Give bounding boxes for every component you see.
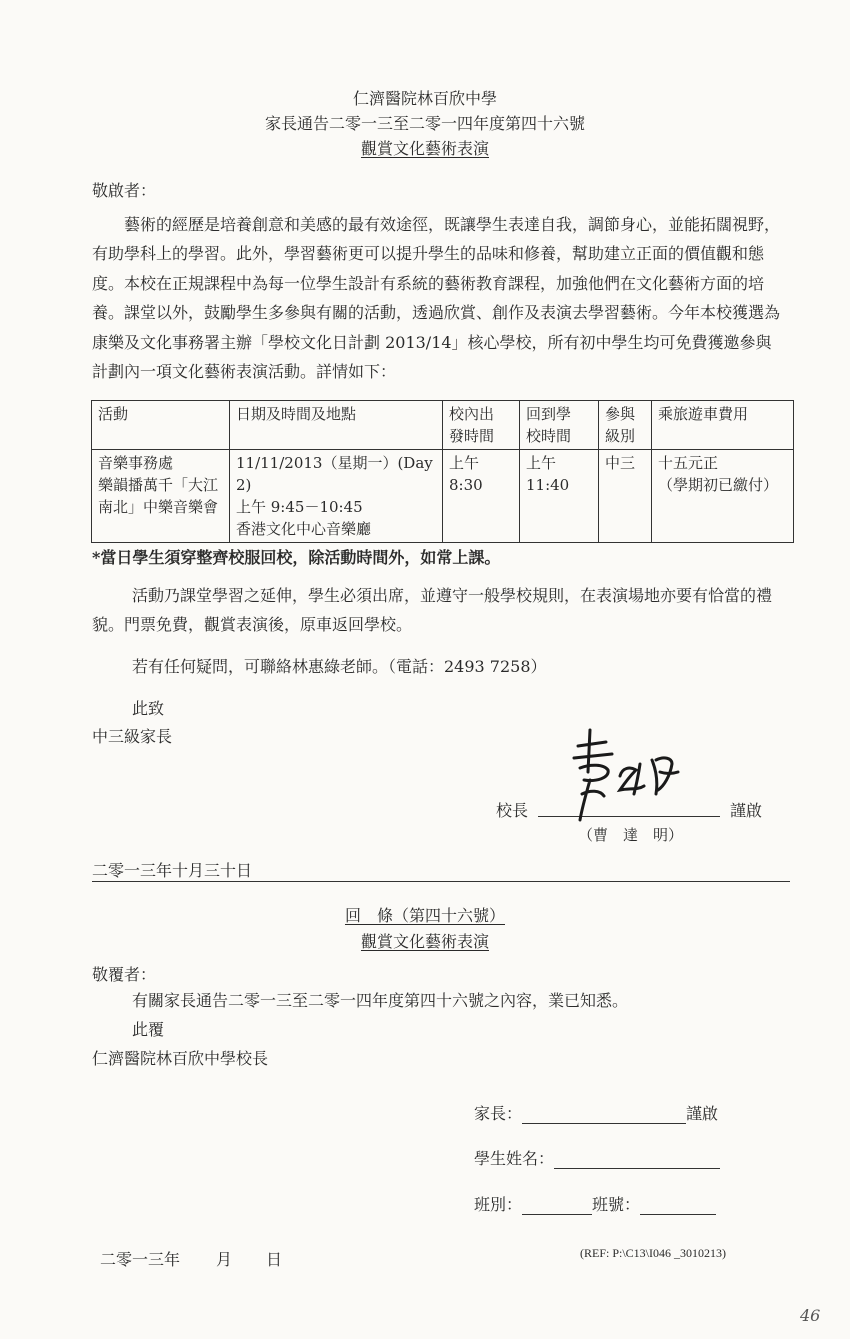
reply-salutation: 敬覆者： <box>92 965 157 984</box>
activity-line2: 樂韻播萬千「大江 <box>98 476 219 494</box>
reply-title: 回 條（第四十六號） <box>344 906 505 925</box>
parent-suffix: 謹啟 <box>686 1104 719 1123</box>
reply-subtitle-wrap <box>0 929 850 952</box>
school-name: 仁濟醫院林百欣中學 <box>352 89 497 108</box>
notice-title-wrap <box>0 136 850 159</box>
parent-field <box>474 1101 718 1124</box>
fee-line1: 十五元正 <box>658 454 719 472</box>
student-label: 學生姓名： <box>474 1149 555 1168</box>
cell-depart: 上午 8:30 <box>443 450 520 543</box>
datetime-line2: 上午 9:45－10:45 <box>236 498 363 516</box>
header-fee: 乘旅遊車費用 <box>652 401 794 450</box>
closing: 此致 <box>132 699 165 718</box>
parent-label: 家長： <box>474 1104 523 1123</box>
principal-suffix: 謹啟 <box>730 801 763 820</box>
rules-paragraph: 活動乃課堂學習之延伸，學生必須出席，並遵守一般學校規則，在表演場地亦要有恰當的禮貌。門票免費，觀賞表演後，原車返回學校。 <box>92 586 773 635</box>
reply-closing: 此覆 <box>132 1020 165 1039</box>
class-field <box>474 1192 716 1215</box>
header-return <box>520 401 599 450</box>
reply-subtitle: 觀賞文化藝術表演 <box>360 932 489 951</box>
class-label: 班別： <box>474 1195 523 1214</box>
header-return-line1: 回到學 <box>526 405 572 423</box>
cell-fee <box>652 450 794 543</box>
uniform-note: *當日學生須穿整齊校服回校，除活動時間外，如常上課。 <box>92 548 501 567</box>
student-name-input[interactable] <box>554 1150 720 1169</box>
fee-line2: （學期初已繳付） <box>658 476 779 494</box>
recipient: 中三級家長 <box>92 727 173 746</box>
parent-signature-input[interactable] <box>522 1105 686 1124</box>
class-number-input[interactable] <box>640 1196 716 1215</box>
cell-datetime <box>230 450 443 543</box>
notice-title: 觀賞文化藝術表演 <box>360 139 489 158</box>
reference-code: (REF: P:\C13\I046 _3010213) <box>580 1246 727 1260</box>
table-row <box>92 450 794 543</box>
reply-date-month: 月 <box>216 1250 233 1269</box>
reply-date-year: 二零一三年 <box>100 1250 181 1269</box>
tear-off-divider <box>92 881 790 882</box>
student-field <box>474 1146 720 1169</box>
cell-level: 中三 <box>599 450 652 543</box>
header-depart-line1: 校內出 <box>449 405 495 423</box>
activity-line1: 音樂事務處 <box>98 454 174 472</box>
datetime-line1: 11/11/2013（星期一）(Day 2) <box>236 454 433 494</box>
notice-number: 家長通告二零一三至二零一四年度第四十六號 <box>264 114 585 133</box>
header-return-line2: 校時間 <box>526 427 572 445</box>
header-datetime: 日期及時間及地點 <box>230 401 443 450</box>
header-level-line2: 級別 <box>605 427 636 445</box>
datetime-line3: 香港文化中心音樂廳 <box>236 520 372 538</box>
header-level <box>599 401 652 450</box>
cell-activity <box>92 450 230 543</box>
intro-paragraph: 藝術的經歷是培養創意和美感的最有效途徑，既讓學生表達自我，調節身心，並能拓闊視野，有助學科上的學習。此外，學習藝術更可以提升學生的品味和修養，幫助建立正面的價值觀和態度。本校在正規課程中為每一位學生設計有系統的藝術教育課程，加強他們在文化藝術方面的培養。課堂以外，鼓勵學生多參與有關的活動，透過欣賞、創作及表演去學習藝術。今年本校獲選為康樂及文化事務署主辦「學校文化日計劃 2013/14」核心學校，所有初中學生均可免費獲邀參與計劃內一項文化藝術表演活動。詳情如下： <box>92 215 781 382</box>
activity-line3: 南北」中樂音樂會 <box>98 498 219 516</box>
class-input[interactable] <box>522 1196 592 1215</box>
principal-signature-icon <box>560 724 700 824</box>
header-level-line1: 參與 <box>605 405 636 423</box>
activity-table <box>91 400 794 543</box>
notice-date: 二零一三年十月三十日 <box>92 861 253 880</box>
table-header-row <box>92 401 794 450</box>
contact-line: 若有任何疑問，可聯絡林惠綠老師。（電話：2493 7258） <box>132 657 547 676</box>
principal-label: 校長 <box>496 801 529 820</box>
reply-recipient: 仁濟醫院林百欣中學校長 <box>92 1049 269 1068</box>
principal-name: （曹 達 明） <box>578 826 684 844</box>
reply-body: 有關家長通告二零一三至二零一四年度第四十六號之內容，業已知悉。 <box>132 991 629 1010</box>
cell-return: 上午 11:40 <box>520 450 599 543</box>
reply-title-wrap <box>0 903 850 926</box>
salutation: 敬啟者： <box>92 181 157 200</box>
header-depart <box>443 401 520 450</box>
header-activity: 活動 <box>92 401 230 450</box>
number-label: 班號： <box>592 1195 641 1214</box>
header-depart-line2: 發時間 <box>449 427 495 445</box>
reply-date-day: 日 <box>266 1250 283 1269</box>
page-number: 46 <box>800 1306 821 1325</box>
